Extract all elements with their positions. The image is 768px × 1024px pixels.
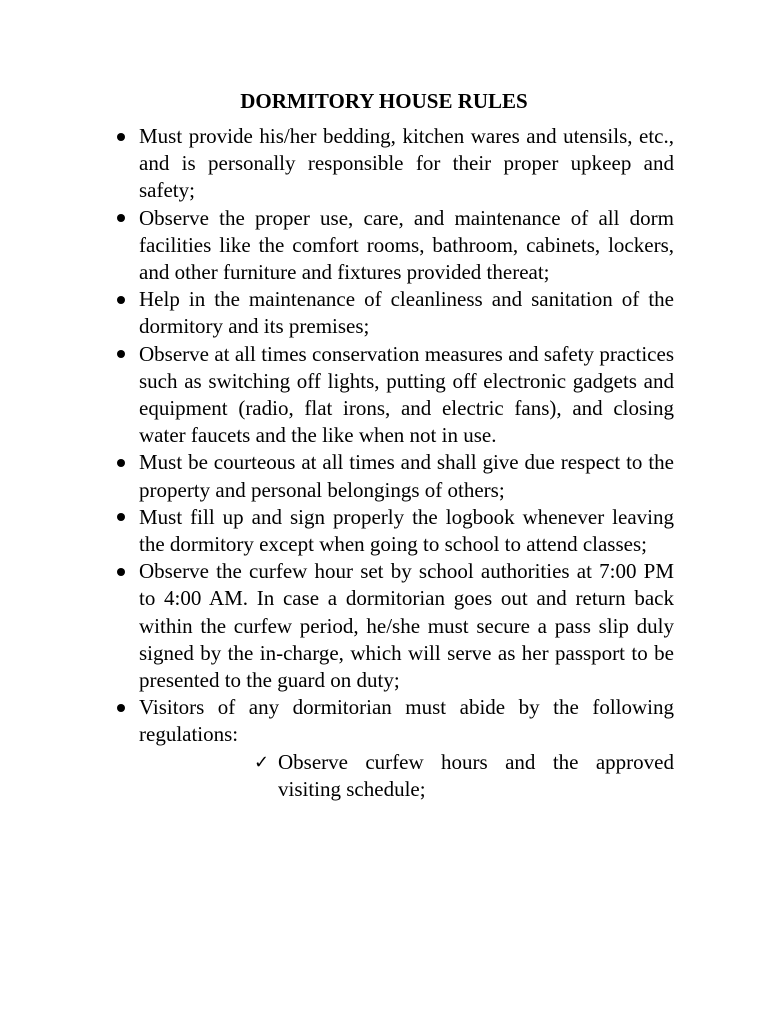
bullet-icon xyxy=(115,449,127,476)
bullet-icon xyxy=(115,694,127,721)
bullet-icon xyxy=(115,558,127,585)
rule-text: Must be courteous at all times and shall give due respect to the property and personal belongings of others; xyxy=(139,450,674,502)
bullet-icon xyxy=(115,123,127,150)
rule-item xyxy=(139,504,674,558)
visitor-regulations-list xyxy=(139,749,674,803)
rule-item xyxy=(139,558,674,694)
rule-text: Must fill up and sign properly the logbook whenever leaving the dormitory except when going to school to attend classes; xyxy=(139,504,674,557)
visitor-regulation-item xyxy=(254,749,674,803)
rule-item xyxy=(139,449,674,503)
bullet-icon xyxy=(115,341,127,368)
rule-text: Observe the proper use, care, and maintenance of all dorm facilities like the comfort rooms, bathroom, cabinets, lockers, and other furniture and fixtures provided thereat; xyxy=(139,205,674,285)
rule-item xyxy=(139,286,674,340)
bullet-icon xyxy=(115,205,127,232)
bullet-icon xyxy=(115,286,127,313)
rule-text: Help in the maintenance of cleanliness and sanitation of the dormitory and its premises; xyxy=(139,287,674,339)
rule-item xyxy=(139,694,674,803)
checkmark-icon: ✓ xyxy=(254,751,270,773)
rule-text: Observe at all times conservation measures and safety practices such as switching off lights, putting off electronic gadgets and equipment (radio, flat irons, and electric fans), and closing water faucets and the like when not in use. xyxy=(139,341,674,448)
rule-text: Must provide his/her bedding, kitchen wares and utensils, etc., and is personally responsible for their proper upkeep and safety; xyxy=(139,124,674,203)
rule-item xyxy=(139,123,674,205)
visitor-regulation-text: Observe curfew hours and the approved visiting schedule; xyxy=(278,749,674,801)
rule-item xyxy=(139,205,674,287)
bullet-icon xyxy=(115,504,127,531)
document-title: DORMITORY HOUSE RULES xyxy=(240,89,528,113)
rule-text: Visitors of any dormitorian must abide by the following regulations: xyxy=(139,695,674,747)
rules-list xyxy=(0,123,674,803)
rule-item xyxy=(139,341,674,450)
rule-text: Observe the curfew hour set by school authorities at 7:00 PM to 4:00 AM. In case a dormitorian goes out and return back within the curfew period, he/she must secure a pass slip duly signed by the in-charge, which will serve as her passport to be presented to the guard on duty; xyxy=(139,559,674,693)
